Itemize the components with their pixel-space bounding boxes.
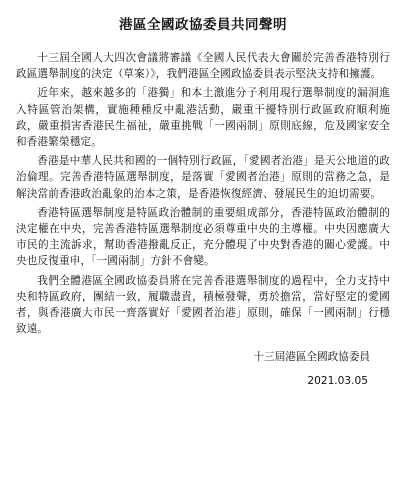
paragraph-1: 十三屆全國人大四次會議將審議《全國人民代表大會關於完善香港特別行政區選舉制度的決定（草案）》，我們港區全國政協委員表示堅決支持和擁護。 bbox=[16, 52, 390, 81]
document-title: 港區全國政協委員共同聲明 bbox=[119, 17, 287, 33]
paragraph-3: 香港是中華人民共和國的一個特別行政區，「愛國者治港」是天公地道的政治倫理。完善香港特區選舉制度，是落實「愛國者治港」原則的當務之急，是解決當前香港政治亂象的治本之策，是香港恢復經濟、發展民生的迫切需要。 bbox=[16, 155, 390, 200]
signature: 十三屆港區全國政協委員 bbox=[253, 351, 370, 364]
date: 2021.03.05 bbox=[307, 375, 368, 388]
paragraph-2: 近年來，越來越多的「港獨」和本土激進分子利用現行選舉制度的漏洞進入特區管治架構，實施種種反中亂港活動，嚴重干擾特別行政區政府順利施政，嚴重損害香港民生福祉，嚴重挑戰「一國兩制」原則底線，危及國家安全和香港繁榮穩定。 bbox=[16, 87, 390, 149]
paragraph-5: 我們全體港區全國政協委員將在完善香港選舉制度的過程中，全力支持中央和特區政府，團結一致，履職盡責，積極發聲，勇於擔當，當好堅定的愛國者，與香港廣大市民一齊落實好「愛國者治港」原則，確保「一國兩制」行穩致遠。 bbox=[16, 274, 390, 336]
paragraph-4: 香港特區選舉制度是特區政治體制的重要組成部分，香港特區政治體制的決定權在中央，完善香港特區選舉制度必須尊重中央的主導權。中央因應廣大市民的主流訴求，幫助香港撥亂反正，充分體現了中央對香港的關心愛護。中央也反復重申，「一國兩制」方針不會變。 bbox=[16, 206, 390, 268]
